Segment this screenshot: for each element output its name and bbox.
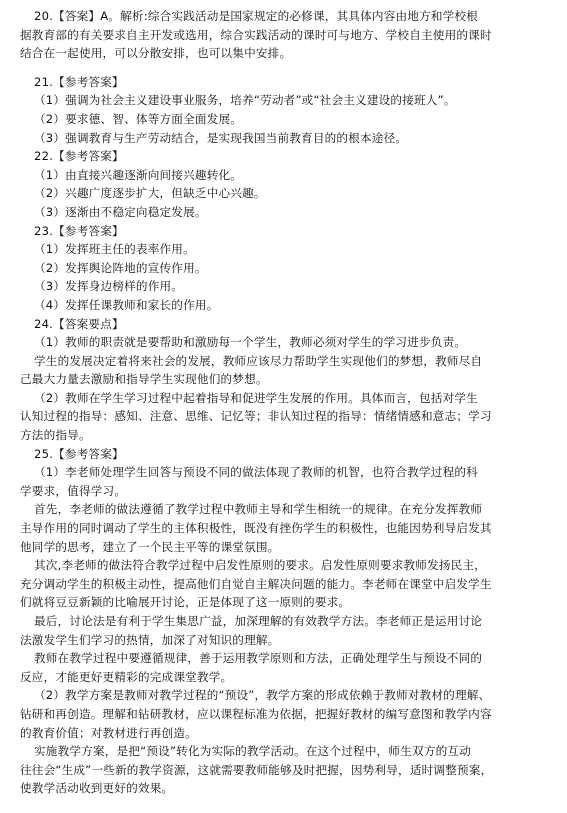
answer-25-line: 最后，讨论法是有利于学生集思广益，加深理解的有效教学方法。李老师正是运用讨论 [34, 614, 483, 628]
answer-24-header: 24.【答案要点】 [34, 316, 124, 331]
answer-25-line: 其次,李老师的做法符合教学过程中启发性原则的要求。启发性原则要求教师发扬民主， [34, 558, 487, 573]
answer-20 [20, 7, 549, 63]
answer-22-header: 22.【参考答案】 [34, 149, 124, 164]
answer-25 [20, 445, 549, 798]
answer-25-line: 教师在教学过程中要遵循规律，善于运用教学原则和方法，正确处理学生与预设不同的 [34, 651, 483, 666]
answer-22-item: （3）逐渐由不稳定向稳定发展。 [34, 204, 207, 219]
answer-25-line: 使教学活动收到更好的效果。 [20, 781, 174, 796]
answer-21-header: 21.【参考答案】 [34, 74, 124, 89]
answer-24-line: 己最大力量去激励和指导学生实现他们的梦想。 [20, 372, 268, 387]
answer-24-line: 方法的指导。 [20, 428, 91, 443]
answer-25-line: 学要求，值得学习。 [20, 483, 127, 498]
answer-25-line: 他同学的思考，建立了一个民主平等的课堂氛围。 [20, 539, 280, 554]
answer-22-item: （2）兴趣广度逐步扩大，但缺乏中心兴趣。 [34, 186, 266, 201]
answer-25-line: （2）教学方案是教师对教学过程的“预设”，教学方案的形成依赖于教师对教材的理解、 [34, 688, 491, 703]
answer-25-line: 主导作用的同时调动了学生的主体积极性，既没有挫伤学生的积极性，也能因势利导启发其 [20, 521, 492, 536]
answer-25-line: 反应，才能更好更精彩的完成课堂教学。 [20, 669, 233, 684]
answer-20-line: 结合在一起使用，可以分散安排，也可以集中安排。 [20, 46, 292, 61]
answer-25-line: 首先，李老师的做法遵循了教学过程中教师主导和学生相统一的规律。在充分发挥教师 [34, 502, 483, 517]
answer-24-line: 认知过程的指导：感知、注意、思维、记忆等；非认知过程的指导：情绪情感和意志；学习 [20, 409, 492, 424]
answer-23-item: （1）发挥班主任的表率作用。 [34, 242, 195, 257]
answer-21 [20, 73, 549, 147]
answer-22-item: （1）由直接兴趣逐渐向间接兴趣转化。 [34, 167, 243, 182]
answer-25-header: 25.【参考答案】 [34, 446, 124, 461]
answer-24-line: 学生的发展决定着将来社会的发展，教师应该尽力帮助学生实现他们的梦想，教师尽自 [34, 353, 483, 368]
answer-25-line: 充分调动学生的积极主动性，提高他们自觉自主解决问题的能力。李老师在课堂中启发学生 [20, 576, 492, 591]
answer-25-line: 钻研和再创造。理解和钻研教材，应以课程标准为依据，把握好教材的编写意图和教学内容 [20, 706, 492, 721]
answer-23-item: （2）发挥舆论阵地的宣传作用。 [34, 260, 207, 275]
answer-23-item: （4）发挥任课教师和家长的作用。 [34, 297, 219, 312]
answer-24 [20, 315, 549, 445]
answer-21-item: （1）强调为社会主义建设事业服务，培养“劳动者”或“社会主义建设的接班人”。 [34, 93, 456, 108]
answer-23-item: （3）发挥身边榜样的作用。 [34, 279, 184, 294]
answer-25-line: 往往会“生成”一些新的教学资源，这就需要教师能够及时把握，因势利导，适时调整预案， [20, 762, 493, 777]
answer-20-line: 据教育部的有关要求自主开发或选用，综合实践活动的课时可与地方、学校自主使用的课时 [20, 27, 492, 42]
answer-24-line: （1）教师的职责就是要帮助和激励每一个学生，教师必须对学生的学习进步负责。 [34, 335, 467, 350]
answer-21-item: （3）强调教育与生产劳动结合，是实现我国当前教育目的的根本途径。 [34, 130, 408, 145]
answer-25-line: 们就将豆豆新颖的比喻展开讨论，正是体现了这一原则的要求。 [20, 595, 351, 610]
spacer [20, 63, 549, 73]
answer-25-line: 法激发学生们学习的热情，加深了对知识的理解。 [20, 632, 280, 647]
answer-25-line: 的教育价值；对教材进行再创造。 [20, 725, 197, 740]
answer-22 [20, 147, 549, 221]
answer-25-line: 实施教学方案，是把“预设”转化为实际的教学活动。在这个过程中，师生双方的互动 [34, 744, 471, 759]
answer-20-line: 20.【答案】A。解析:综合实践活动是国家规定的必修课，其具体内容由地方和学校根 [34, 9, 479, 23]
answer-23-header: 23.【参考答案】 [34, 223, 124, 238]
answer-23 [20, 222, 549, 315]
answer-25-line: （1）李老师处理学生回答与预设不同的做法体现了教师的机智，也符合教学过程的科 [34, 465, 478, 480]
answer-24-line: （2）教师在学生学习过程中起着指导和促进学生发展的作用。具体而言，包括对学生 [34, 390, 478, 405]
answer-21-item: （2）要求德、智、体等方面全面发展。 [34, 111, 243, 126]
